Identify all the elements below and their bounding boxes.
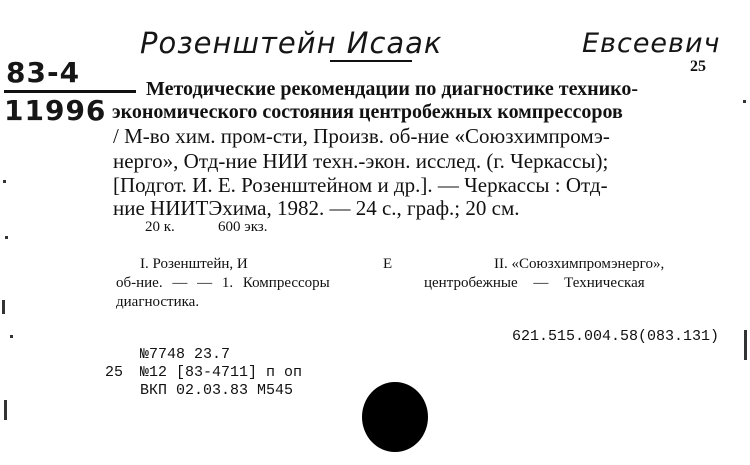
handwritten-underline — [330, 60, 412, 62]
tracing-subject-line-2: диагностика. — [116, 294, 200, 310]
footer-registration: №12 [83-4711] п оп — [140, 364, 303, 381]
udc-number: 621.515.004.58(083.131) — [512, 328, 720, 345]
responsibility-line-2: нерго», Отд-ние НИИ техн.-экон. исслед. (г. Черкассы); — [113, 149, 609, 173]
tracing-author-initial: Е — [383, 256, 393, 272]
punch-hole — [362, 382, 428, 452]
scan-speck — [3, 180, 6, 183]
publication-line-1: [Подгот. И. Е. Розенштейном и др.]. — Черкассы : Отд- — [113, 173, 608, 197]
handwritten-shelf-code-2: 11996 — [4, 94, 107, 127]
scan-speck — [5, 236, 8, 239]
handwritten-patronymic: Евсеевич — [582, 28, 721, 59]
responsibility-line-1: / М-во хим. пром-сти, Произв. об-ние «Союзхимпромэ- — [113, 124, 610, 148]
scan-speck — [4, 400, 7, 420]
tracing-subject-line-1a: об-ние. — — 1. Компрессоры — [116, 275, 330, 291]
title-line-2: экономического состояния центробежных компрессоров — [112, 101, 623, 123]
title-line-1: Методические рекомендации по диагностике технико- — [146, 78, 639, 100]
scan-speck — [10, 335, 13, 338]
scan-speck — [744, 330, 747, 360]
publication-line-2: ние НИИТЭхима, 1982. — 24 с., граф.; 20 см. — [113, 196, 520, 220]
scan-speck — [743, 100, 746, 103]
card-number: 25 — [690, 58, 706, 75]
copies: 600 экз. — [218, 219, 268, 235]
footer-vkp: ВКП 02.03.83 М545 — [140, 382, 294, 399]
tracing-author: I. Розенштейн, И — [140, 256, 248, 272]
handwritten-shelf-code-1: 83-4 — [6, 56, 81, 89]
tracing-subject-line-1b: центробежные — Техническая — [424, 275, 645, 291]
footer-card-number: 25 — [105, 364, 124, 381]
order-number: №7748 23.7 — [140, 346, 231, 363]
price: 20 к. — [145, 219, 175, 235]
scan-speck — [2, 300, 5, 314]
shelf-code-underline — [4, 90, 136, 93]
tracing-organization: II. «Союзхимпромэнерго», — [494, 256, 665, 272]
handwritten-author-name: Розенштейн Исаак — [140, 26, 443, 60]
